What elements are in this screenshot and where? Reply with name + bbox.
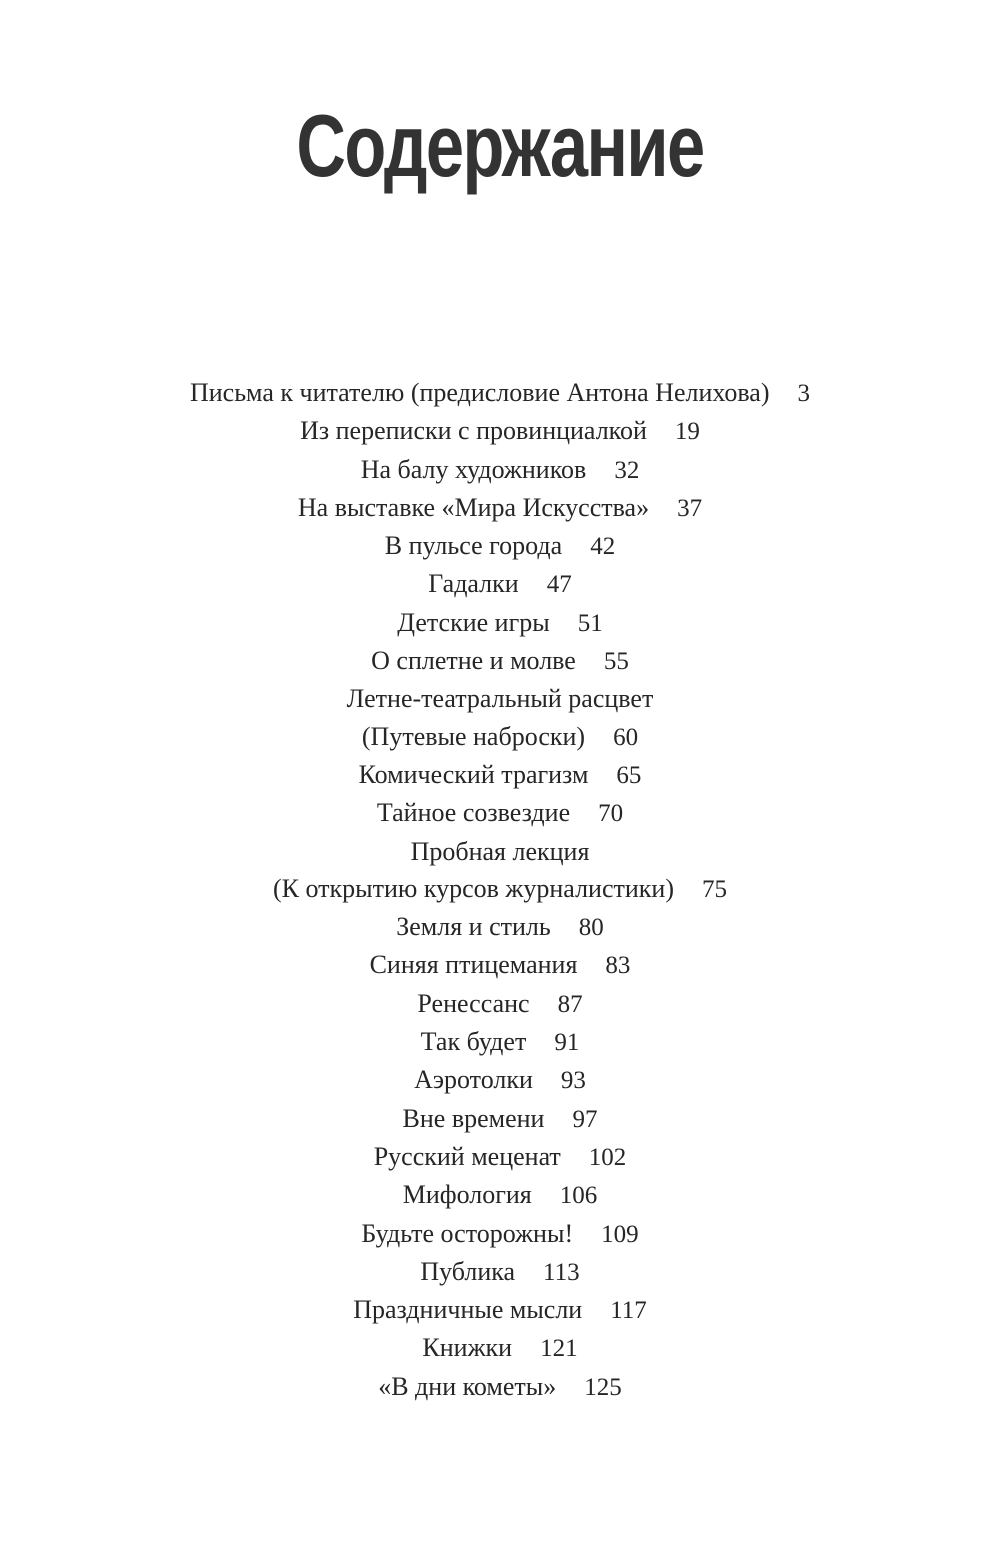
toc-entry-title: Из переписки с провинциалкой: [300, 416, 647, 446]
toc-entry: [0, 1100, 1000, 1138]
toc-entry-title: (Путевые наброски): [361, 721, 586, 751]
toc-page-number: 125: [584, 1373, 622, 1401]
toc-entry-line: [0, 489, 1000, 527]
toc-entry-line: [0, 1023, 1000, 1061]
toc-entry-line: [0, 833, 1000, 870]
toc-page-number: 106: [559, 1182, 598, 1210]
toc-entry: [0, 1176, 1000, 1214]
toc-entry-line: [0, 1253, 1000, 1291]
toc-entry-title: На балу художников: [360, 454, 587, 484]
toc-page-number: 47: [546, 571, 572, 599]
toc-page-number: 70: [598, 800, 624, 828]
toc-entry: [0, 565, 1000, 603]
toc-page-number: 113: [543, 1258, 580, 1286]
toc-entry-title: Пробная лекция: [410, 836, 590, 866]
toc-entry: [0, 374, 1000, 412]
toc-page-number: 19: [674, 418, 700, 446]
toc-page-number: 42: [590, 533, 616, 561]
toc-entry-line: [0, 1329, 1000, 1367]
toc-page-number: 121: [540, 1335, 578, 1363]
toc-entry: [0, 489, 1000, 527]
toc-entry: [0, 985, 1000, 1023]
toc-entry: [0, 1368, 1000, 1406]
toc-entry: [0, 680, 1000, 756]
toc-entry-title: (К открытию курсов журналистики): [273, 873, 674, 903]
toc-entry: [0, 642, 1000, 680]
toc-entry-line: [0, 1176, 1000, 1214]
toc-page-number: 102: [588, 1143, 627, 1171]
toc-entry: [0, 908, 1000, 946]
toc-page-number: 65: [616, 761, 642, 789]
toc-entry-line: [0, 1215, 1000, 1253]
toc-entry-title: Земля и стиль: [396, 912, 551, 942]
toc-entry-title: Ренессанс: [417, 988, 530, 1018]
toc-entry-title: Гадалки: [428, 569, 519, 599]
toc-entry-title: Аэротолки: [414, 1065, 533, 1095]
toc-page-number: 87: [557, 990, 583, 1018]
toc-page-number: 97: [572, 1105, 598, 1133]
toc-entry-title: Письма к читателю (предисловие Антона Нелихова): [189, 378, 770, 407]
toc-page-number: 91: [554, 1029, 580, 1057]
toc-entry-line: [0, 412, 1000, 450]
toc-entry-title: В пульсе города: [384, 531, 563, 561]
toc-entry-line: [0, 946, 1000, 984]
table-of-contents: [0, 374, 1000, 1406]
toc-entry-title: Книжки: [422, 1333, 513, 1363]
toc-page-number: 3: [797, 380, 811, 407]
toc-entry-line: [0, 908, 1000, 946]
toc-entry-title: Тайное созвездие: [376, 798, 571, 828]
toc-entry: [0, 412, 1000, 450]
toc-entry: [0, 1329, 1000, 1367]
toc-entry-line: [0, 985, 1000, 1023]
toc-entry: [0, 604, 1000, 642]
toc-entry-line: [0, 451, 1000, 489]
toc-page-number: 93: [560, 1067, 586, 1095]
page-title: Содержание: [296, 96, 704, 195]
toc-page-number: 80: [578, 914, 604, 942]
toc-entry-line: [0, 642, 1000, 680]
toc-page-number: 55: [603, 648, 629, 676]
toc-entry: [0, 1061, 1000, 1099]
toc-entry-line: [0, 756, 1000, 794]
toc-entry-title: Будьте осторожны!: [361, 1218, 574, 1248]
toc-page-number: 83: [605, 952, 631, 980]
toc-page-number: 51: [577, 609, 603, 637]
toc-entry-line: [0, 794, 1000, 832]
toc-entry-title: Русский меценат: [373, 1141, 561, 1171]
toc-entry-title: Публика: [420, 1256, 516, 1286]
toc-entry-line: [0, 374, 1000, 412]
toc-entry-line: [0, 604, 1000, 642]
toc-entry: [0, 756, 1000, 794]
toc-entry: [0, 451, 1000, 489]
toc-page-number: 117: [610, 1297, 647, 1325]
toc-entry-line: [0, 1061, 1000, 1099]
toc-page-number: 37: [677, 494, 703, 522]
toc-entry-title: Вне времени: [402, 1103, 545, 1133]
toc-entry-title: «В дни кометы»: [378, 1371, 557, 1401]
toc-entry-title: Мифология: [402, 1180, 532, 1210]
toc-entry: [0, 833, 1000, 909]
toc-page-number: 32: [614, 456, 640, 484]
toc-entry-line: [0, 1138, 1000, 1176]
toc-entry: [0, 794, 1000, 832]
toc-page-number: 109: [601, 1220, 639, 1248]
toc-entry: [0, 1291, 1000, 1329]
toc-entry-line: [0, 680, 1000, 717]
toc-entry: [0, 946, 1000, 984]
toc-entry-line: [0, 1100, 1000, 1138]
toc-entry-title: На выставке «Мира Искусства»: [297, 492, 650, 522]
toc-entry-title: Праздничные мысли: [353, 1295, 583, 1325]
toc-entry-line: [0, 870, 1000, 908]
toc-entry-line: [0, 718, 1000, 756]
toc-entry: [0, 527, 1000, 565]
toc-entry-title: Синяя птицемания: [369, 950, 578, 980]
toc-page-number: 75: [701, 875, 727, 903]
toc-entry-line: [0, 1368, 1000, 1406]
toc-entry: [0, 1023, 1000, 1061]
toc-entry-title: Комический трагизм: [358, 759, 589, 789]
toc-entry-title: Детские игры: [397, 607, 550, 637]
toc-entry-title: Летне-театральный расцвет: [346, 684, 654, 714]
toc-entry: [0, 1253, 1000, 1291]
toc-entry-line: [0, 527, 1000, 565]
toc-entry-line: [0, 565, 1000, 603]
toc-entry-line: [0, 1291, 1000, 1329]
toc-entry-title: Так будет: [420, 1027, 527, 1057]
toc-entry-title: О сплетне и молве: [371, 646, 576, 676]
toc-entry: [0, 1215, 1000, 1253]
toc-page-number: 60: [613, 723, 639, 751]
toc-entry: [0, 1138, 1000, 1176]
